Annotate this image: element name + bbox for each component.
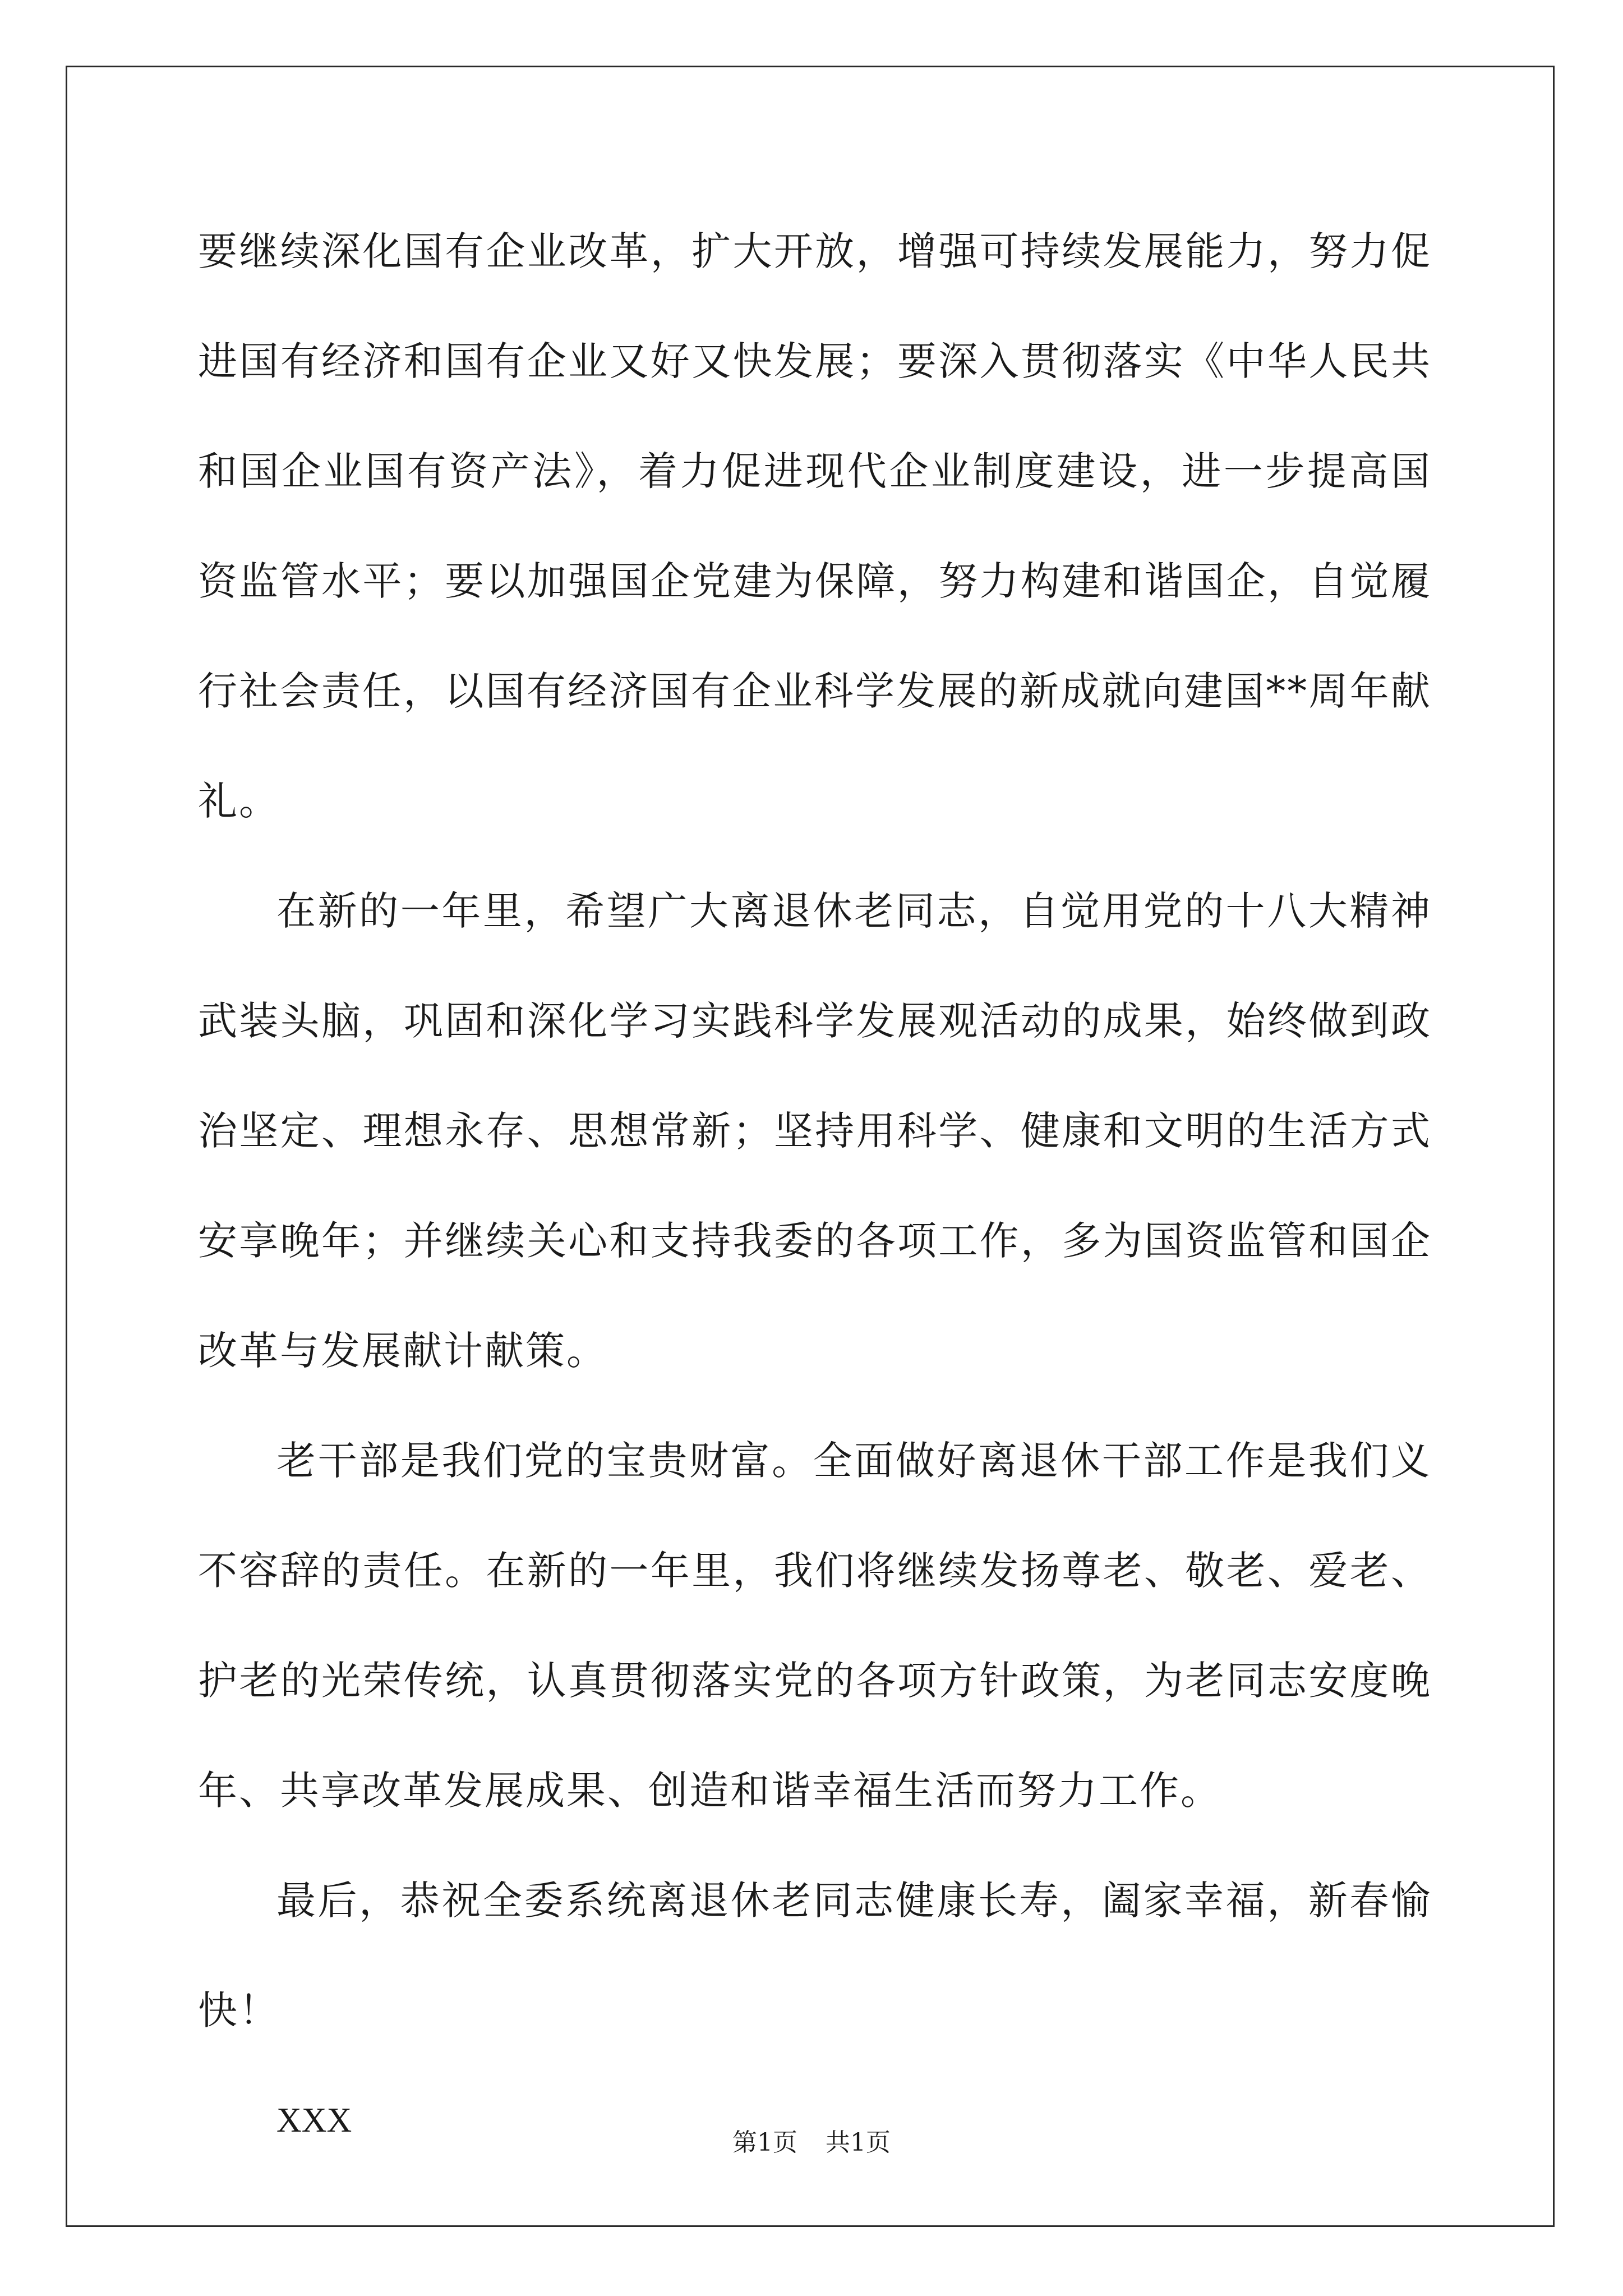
paragraph-3: 老干部是我们党的宝贵财富。全面做好离退休干部工作是我们义不容辞的责任。在新的一年里，我们将继续发扬尊老、敬老、爱老、护老的光荣传统，认真贯彻落实党的各项方针政策，为老同志安度晚年、共享改革发展成果、创造和谐幸福生活而努力工作。	[198, 1438, 1432, 1814]
page-total: 共1页	[826, 2128, 891, 2157]
document-body	[198, 196, 1432, 2175]
paragraph-1: 要继续深化国有企业改革，扩大开放，增强可持续发展能力，努力促进国有经济和国有企业又好又快发展；要深入贯彻落实《中华人民共和国企业国有资产法》，着力促进现代企业制度建设，进一步提高国资监管水平；要以加强国企党建为保障，努力构建和谐国企，自觉履行社会责任，以国有经济国有企业科学发展的新成就向建国**周年献礼。	[198, 228, 1432, 824]
page-footer	[0, 2126, 1623, 2160]
page-number: 第1页	[732, 2128, 797, 2157]
paragraph-4: 最后，恭祝全委系统离退休老同志健康长寿，阖家幸福，新春愉快！	[198, 1878, 1432, 2033]
paragraph-2: 在新的一年里，希望广大离退休老同志，自觉用党的十八大精神武装头脑，巩固和深化学习实践科学发展观活动的成果，始终做到政治坚定、理想永存、思想常新；坚持用科学、健康和文明的生活方式安享晚年；并继续关心和支持我委的各项工作，多为国资监管和国企改革与发展献计献策。	[198, 888, 1432, 1374]
signature: XXX	[276, 2101, 352, 2139]
